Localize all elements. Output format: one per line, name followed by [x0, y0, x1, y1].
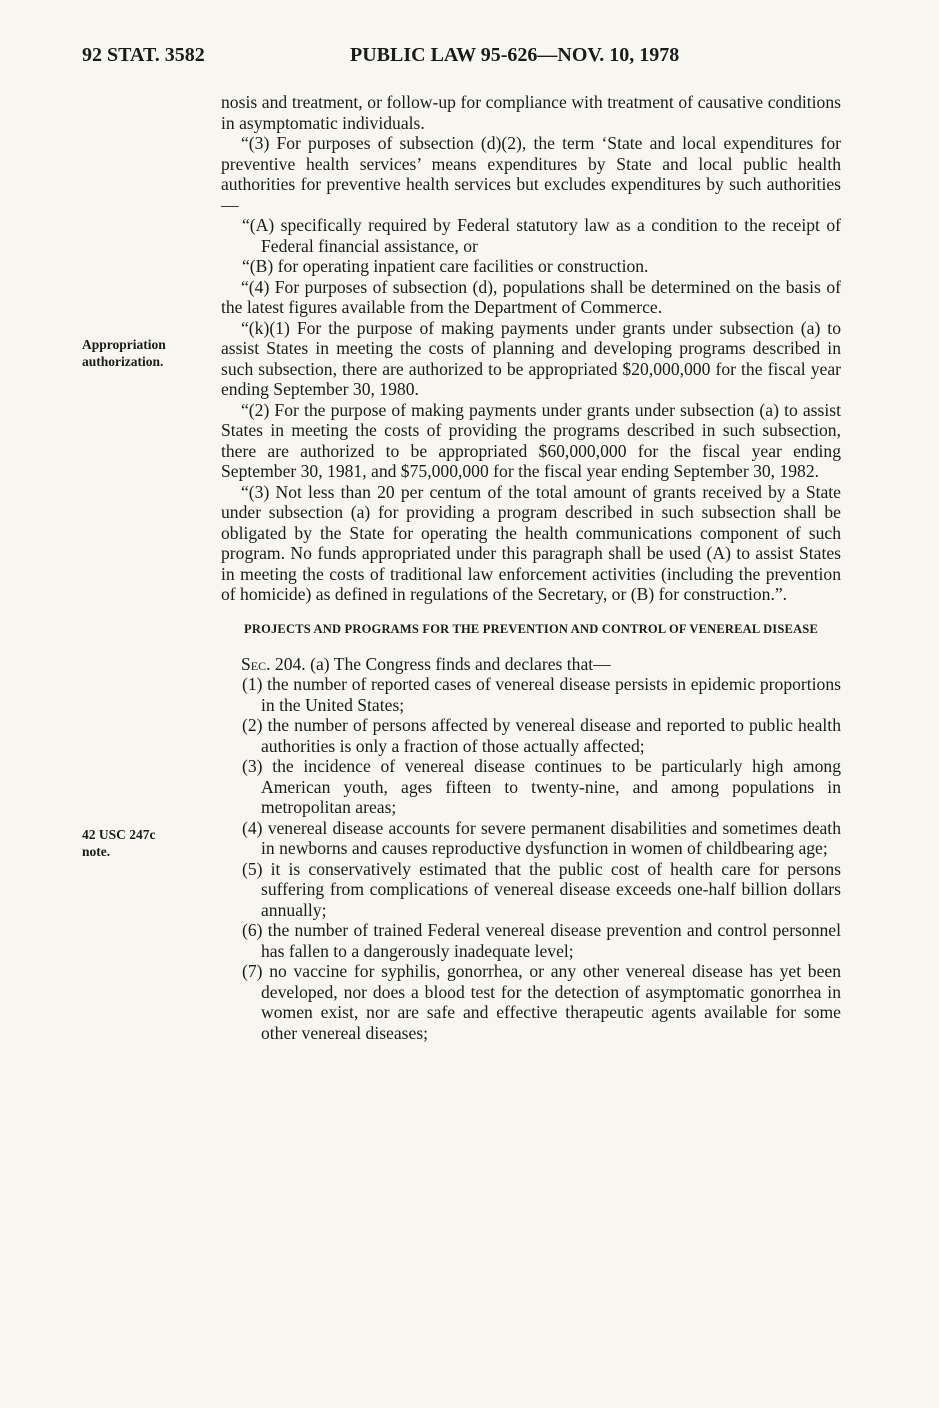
section-intro-text: (a) The Congress finds and declares that—	[305, 653, 611, 674]
list-item: (2) the number of persons affected by venereal disease and reported to public health authorities is only a fraction of those actually affected;	[242, 715, 841, 756]
margin-note-line: Appropriation	[82, 337, 166, 352]
section-intro	[221, 654, 841, 675]
margin-note-usc	[82, 826, 156, 860]
margin-note-line: 42 USC 247c	[82, 827, 156, 842]
margin-note-line: note.	[82, 844, 111, 859]
paragraph: “(3) For purposes of subsection (d)(2), the term ‘State and local expenditures for preventive health services’ means expenditures by State and local public health authorities for preventive health services but excludes expenditures by such authorities—	[221, 133, 841, 215]
margin-note-line: authorization.	[82, 354, 164, 369]
paragraph: nosis and treatment, or follow-up for compliance with treatment of causative conditions in asymptomatic individuals.	[221, 92, 841, 133]
paragraph: “(B) for operating inpatient care facilities or construction.	[242, 256, 649, 276]
list-item: (1) the number of reported cases of venereal disease persists in epidemic proportions in the United States;	[242, 674, 841, 715]
list-item: (6) the number of trained Federal venereal disease prevention and control personnel has fallen to a dangerously inadequate level;	[242, 920, 841, 961]
document-body	[221, 92, 841, 1043]
list-item: (4) venereal disease accounts for severe permanent disabilities and sometimes death in newborns and causes reproductive dysfunction in women of childbearing age;	[242, 817, 841, 858]
paragraph: “(k)(1) For the purpose of making payments under grants under subsection (a) to assist States in meeting the costs of planning and developing programs described in such subsection, there are authorized to be appropriated $20,000,000 for the fiscal year ending September 30, 1980.	[221, 317, 841, 399]
section-heading: PROJECTS AND PROGRAMS FOR THE PREVENTION AND CONTROL OF VENEREAL DISEASE	[244, 621, 818, 636]
list-item: (5) it is conservatively estimated that the public cost of health care for persons suffering from complications of venereal disease exceeds one-half billion dollars annually;	[242, 858, 841, 920]
list-item: (7) no vaccine for syphilis, gonorrhea, or any other venereal disease has yet been developed, nor does a blood test for the detection of asymptomatic gonorrhea in women exist, nor are safe and effective therapeutic agents available for some other venereal diseases;	[242, 961, 841, 1043]
public-law-title: PUBLIC LAW 95-626—NOV. 10, 1978	[350, 44, 680, 66]
statute-page-number: 92 STAT. 3582	[82, 44, 205, 66]
page-header	[82, 44, 842, 74]
paragraph: “(2) For the purpose of making payments under grants under subsection (a) to assist States in meeting the costs of providing the programs described in such subsection, there are authorized to be appropriated $60,000,000 for the fiscal year ending September 30, 1981, and $75,000,000 for the fiscal year ending September 30, 1982.	[221, 399, 841, 481]
paragraph: “(4) For purposes of subsection (d), populations shall be determined on the basis of the latest figures available from the Department of Commerce.	[221, 276, 841, 317]
list-item: (3) the incidence of venereal disease continues to be particularly high among American youth, ages fifteen to twenty-nine, and among populations in metropolitan areas;	[242, 756, 841, 817]
paragraph: “(3) Not less than 20 per centum of the total amount of grants received by a State under subsection (a) for providing a program described in such subsection shall be obligated by the State for operating the health communications component of such program. No funds appropriated under this paragraph shall be used (A) to assist States in meeting the costs of traditional law enforcement activities (including the prevention of homicide) as defined in regulations of the Secretary, or (B) for construction.”.	[221, 481, 841, 604]
margin-note-appropriation	[82, 336, 166, 370]
section-label: Sec. 204.	[241, 653, 306, 674]
paragraph: “(A) specifically required by Federal statutory law as a condition to the receipt of Federal financial assistance, or	[242, 215, 841, 256]
